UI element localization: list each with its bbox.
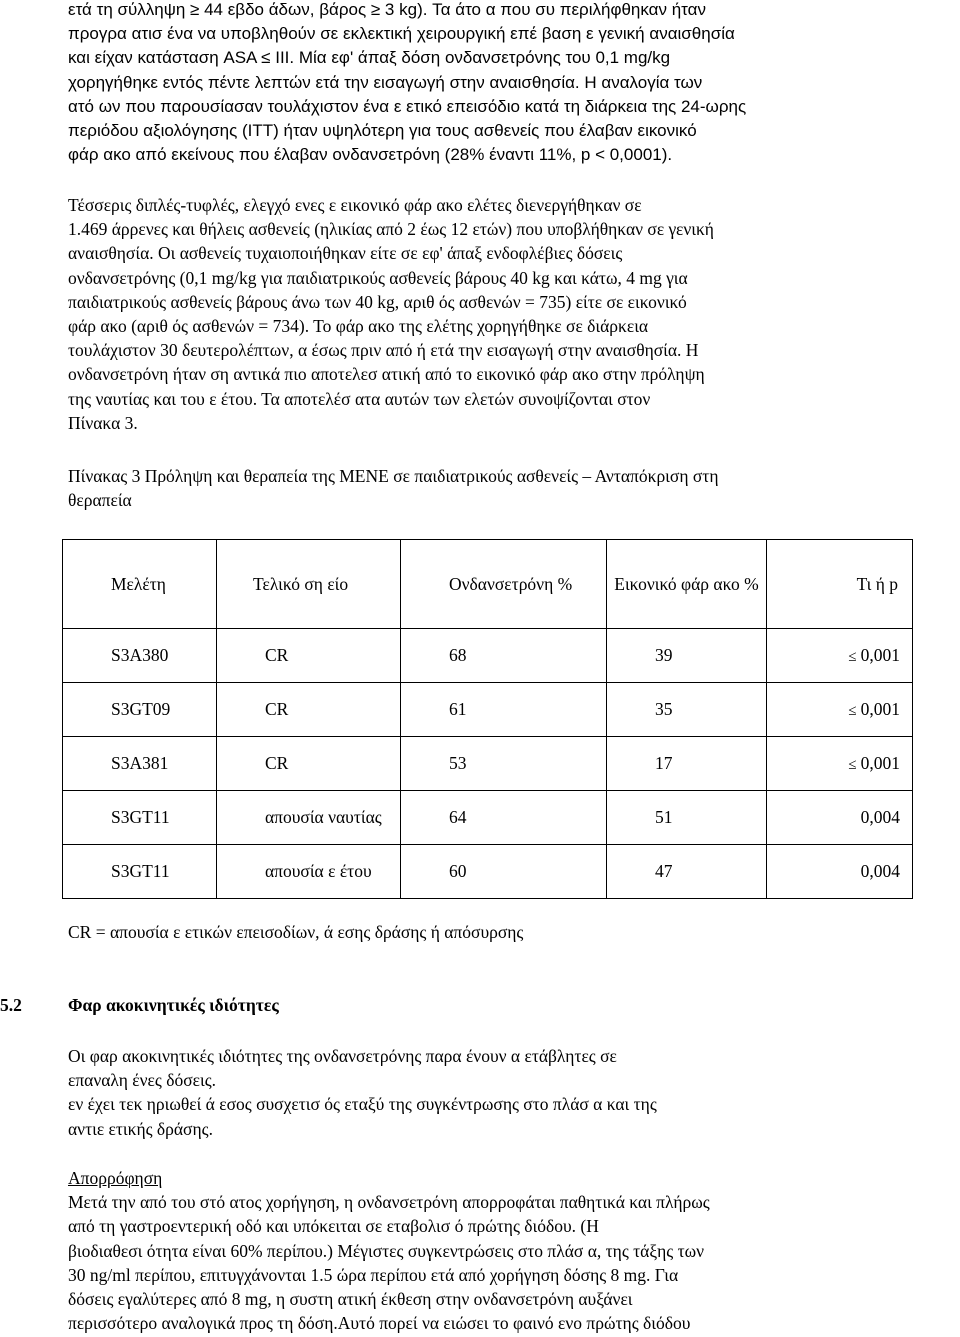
text-line: χορηγήθηκε εντός πέντε λεπτών ετά την εισαγωγή στην αναισθησία. Η αναλογία των [68,72,703,92]
table-row [63,629,913,683]
table-caption [68,464,908,512]
header-endpoint: Τελικό ση είο [217,540,401,629]
cell-study: S3A381 [63,737,217,791]
text-line: ετά τη σύλληψη ≥ 44 εβδο άδων, βάρος ≥ 3 kg). Τα άτο α που συ περιλήφθηκαν ήταν [68,0,706,19]
cell-endpoint: CR [217,629,401,683]
le-symbol: ≤ [848,649,857,665]
header-placebo: Εικονικό φάρ ακο % [607,540,767,629]
text-line: περισσότερο αναλογικά προς τη δόση.Αυτό πορεί να ειώσει το φαινό ενο πρώτης διόδου [68,1313,691,1334]
cell-placebo: 51 [607,791,767,845]
text-line: βιοδιαθεσι ότητα είναι 60% περίπου.) Μέγιστες συγκεντρώσεις στο πλάσ α, της τάξης των [68,1240,705,1261]
table-footnote: CR = απουσία ε ετικών επεισοδίων, ά εσης δράσης ή απόσυρσης [68,922,524,942]
absorption-heading: Απορρόφηση [68,1168,163,1188]
cell-endpoint: CR [217,683,401,737]
cell-p-value [767,683,913,737]
section-title: Φαρ ακοκινητικές ιδιότητες [68,995,279,1015]
text-line: εν έχει τεκ ηριωθεί ά εσος συσχετισ ός εταξύ της συγκέντρωσης στο πλάσ α και της [68,1094,657,1115]
cell-endpoint: CR [217,737,401,791]
text-line: αντιε ετικής δράσης. [68,1118,213,1139]
table-row [63,791,913,845]
studies-paragraph [68,193,908,435]
text-line: Πίνακα 3. [68,412,138,433]
caption-line: Πίνακας 3 Πρόληψη και θεραπεία της ΜΕΝΕ σε παιδιατρικούς ασθενείς – Ανταπόκριση στη [68,466,719,486]
pk-paragraph [68,1044,908,1141]
absorption-section [68,1166,908,1335]
cell-ondansetron: 60 [401,845,607,899]
le-symbol: ≤ [848,757,857,773]
cell-p-value [767,791,913,845]
cell-placebo: 47 [607,845,767,899]
table-row [63,845,913,899]
cell-placebo: 39 [607,629,767,683]
header-study: Μελέτη [63,540,217,629]
cell-ondansetron: 53 [401,737,607,791]
text-line: και είχαν κατάσταση ASA ≤ III. Μία εφ' άπαξ δόση ονδανσετρόνης του 0,1 mg/kg [68,48,671,68]
p-value: 0,004 [860,861,900,881]
text-line: Οι φαρ ακοκινητικές ιδιότητες της ονδανσετρόνης παρα ένουν α ετάβλητες σε [68,1046,617,1066]
text-line: Μετά την από του στό ατος χορήγηση, η ονδανσετρόνη απορροφάται παθητικά και πλήρως [68,1192,710,1213]
text-line: παιδιατρικούς ασθενείς βάρους άνω των 40 kg, αριθ ός ασθενών = 735) είτε σε εικονικό [68,291,687,312]
header-p-value: Τι ή p [767,540,913,629]
le-symbol: ≤ [848,703,857,719]
text-line: δόσεις εγαλύτερες από 8 mg, η συστη ατική έκθεση στην ονδανσετρόνη αυξάνει [68,1289,633,1310]
cell-p-value [767,737,913,791]
text-line: αναισθησία. Οι ασθενείς τυχαιοποιήθηκαν είτε σε εφ' άπαξ ενδοφλέβιες δόσεις [68,243,623,264]
text-line: φάρ ακο (αριθ ός ασθενών = 734). Το φάρ ακο της ελέτης χορηγήθηκε σε διάρκεια [68,316,649,337]
results-table [62,539,913,899]
text-line: περιόδου αξιολόγησης (ITT) ήταν υψηλότερη για τους ασθενείς που έλαβαν εικονικό [68,121,697,141]
table-row [63,683,913,737]
text-line: ονδανσετρόνη ήταν ση αντικά πιο αποτελεσ ατική από το εικονικό φάρ ακο στην πρόληψη [68,364,705,385]
header-ondansetron: Ονδανσετρόνη % [401,540,607,629]
table-header-row [63,540,913,629]
text-line: τουλάχιστον 30 δευτερολέπτων, α έσως πριν από ή ετά την εισαγωγή στην αναισθησία. Η [68,340,699,361]
caption-line: θεραπεία [68,490,132,511]
p-value: 0,001 [860,699,900,719]
cell-study: S3GT09 [63,683,217,737]
text-line: ονδανσετρόνης (0,1 mg/kg για παιδιατρικούς ασθενείς βάρους 40 kg και κάτω, 4 mg για [68,267,688,288]
cell-study: S3GT11 [63,791,217,845]
text-line: 30 ng/ml περίπου, επιτυγχάνονται 1.5 ώρα περίπου ετά από χορήγηση δόσης 8 mg. Για [68,1264,679,1285]
cell-p-value [767,629,913,683]
text-line: Τέσσερις διπλές-τυφλές, ελεγχό ενες ε εικονικό φάρ ακο ελέτες διενεργήθηκαν σε [68,195,642,215]
cell-study: S3GT11 [63,845,217,899]
cell-placebo: 17 [607,737,767,791]
text-line: προγρα ατισ ένα να υποβληθούν σε εκλεκτική χειρουργική επέ βαση ε γενική αναισθησία [68,24,735,44]
p-value: 0,001 [860,645,900,665]
table-row [63,737,913,791]
section-number: 5.2 [0,995,22,1015]
cell-endpoint: απουσία ε έτου [217,845,401,899]
cell-ondansetron: 68 [401,629,607,683]
text-line: επαναλη ένες δόσεις. [68,1070,216,1091]
cell-p-value [767,845,913,899]
intro-paragraph [68,0,908,167]
cell-endpoint: απουσία ναυτίας [217,791,401,845]
text-line: της ναυτίας και του ε έτου. Τα αποτελέσ ατα αυτών των ελετών συνοψίζονται στον [68,388,651,409]
cell-placebo: 35 [607,683,767,737]
text-line: φάρ ακο από εκείνους που έλαβαν ονδανσετρόνη (28% έναντι 11%, p < 0,0001). [68,145,673,165]
cell-ondansetron: 61 [401,683,607,737]
p-value: 0,004 [860,807,900,827]
text-line: ατό ων που παρουσίασαν τουλάχιστον ένα ε ετικό επεισόδιο κατά τη διάρκεια της 24-ωρης [68,96,747,116]
text-line: 1.469 άρρενες και θήλεις ασθενείς (ηλικίας από 2 έως 12 ετών) που υποβλήθηκαν σε γενική [68,219,714,240]
p-value: 0,001 [860,753,900,773]
text-line: από τη γαστροεντερική οδό και υπόκειται σε εταβολισ ό πρώτης διόδου. (Η [68,1216,599,1237]
cell-ondansetron: 64 [401,791,607,845]
cell-study: S3A380 [63,629,217,683]
